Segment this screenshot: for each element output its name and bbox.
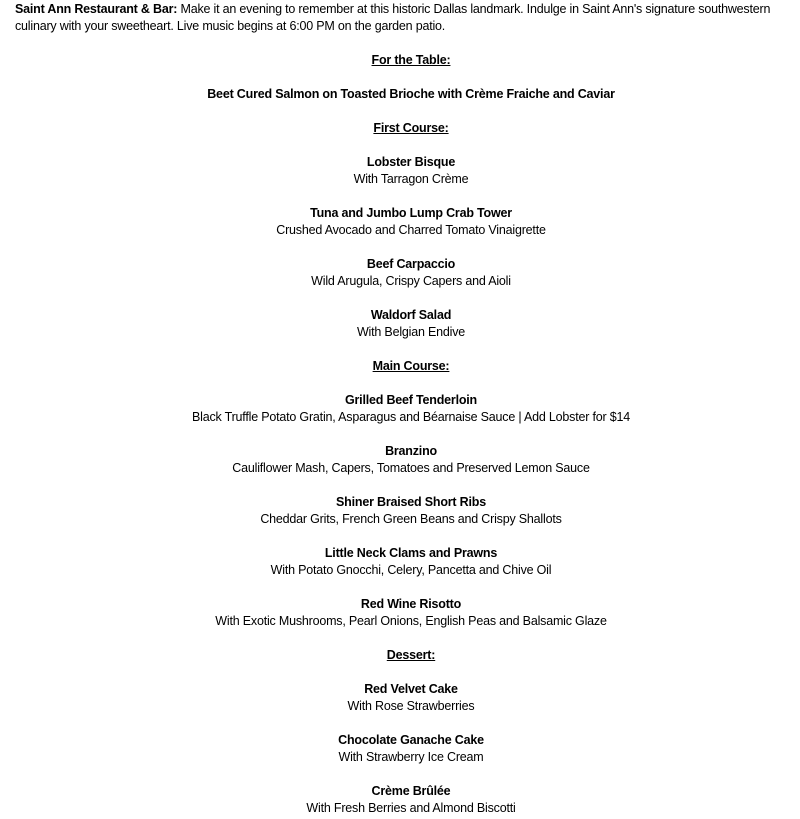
- dish-description: Wild Arugula, Crispy Capers and Aioli: [311, 274, 511, 288]
- dish-name: Red Velvet Cake: [364, 682, 458, 696]
- dish-name: Grilled Beef Tenderloin: [345, 393, 477, 407]
- menu: [0, 52, 800, 817]
- section-heading-first-course: First Course:: [373, 121, 449, 135]
- dish-name: Tuna and Jumbo Lump Crab Tower: [310, 206, 512, 220]
- section-heading-dessert: Dessert:: [386, 648, 436, 662]
- dish-description: With Exotic Mushrooms, Pearl Onions, English Peas and Balsamic Glaze: [215, 614, 607, 628]
- dish-description: Cauliflower Mash, Capers, Tomatoes and Preserved Lemon Sauce: [232, 461, 590, 475]
- restaurant-name: Saint Ann Restaurant & Bar:: [15, 2, 178, 16]
- dish-name: Lobster Bisque: [366, 155, 456, 169]
- dish-name: Shiner Braised Short Ribs: [336, 495, 486, 509]
- dish-name: Beet Cured Salmon on Toasted Brioche with Crème Fraiche and Caviar: [207, 87, 615, 101]
- intro-paragraph: [15, 1, 785, 35]
- dish-description: With Strawberry Ice Cream: [338, 750, 484, 764]
- dish-description: With Tarragon Crème: [353, 172, 469, 186]
- dish-name: Crème Brûlée: [371, 784, 451, 798]
- intro-text: Make it an evening to remember at this historic Dallas landmark. Indulge in Saint Ann's signature southwestern culinary with your sweetheart. Live music begins at 6:00 PM on the garden patio.: [15, 2, 771, 33]
- dish-description: With Fresh Berries and Almond Biscotti: [306, 801, 516, 815]
- section-heading-for-the-table: For the Table:: [371, 53, 451, 67]
- dish-name: Beef Carpaccio: [366, 257, 456, 271]
- dish-name: Chocolate Ganache Cake: [338, 733, 484, 747]
- dish-description: With Belgian Endive: [356, 325, 466, 339]
- dish-name: Branzino: [385, 444, 437, 458]
- dish-name: Little Neck Clams and Prawns: [324, 546, 498, 560]
- dish-description: With Rose Strawberries: [347, 699, 475, 713]
- dish-description: Cheddar Grits, French Green Beans and Crispy Shallots: [260, 512, 562, 526]
- dish-name: Red Wine Risotto: [360, 597, 462, 611]
- dish-description: Crushed Avocado and Charred Tomato Vinaigrette: [276, 223, 546, 237]
- dish-description: Black Truffle Potato Gratin, Asparagus and Béarnaise Sauce | Add Lobster for $14: [192, 410, 630, 424]
- dish-name: Waldorf Salad: [370, 308, 452, 322]
- section-heading-main-course: Main Course:: [372, 359, 450, 373]
- dish-description: With Potato Gnocchi, Celery, Pancetta and Chive Oil: [270, 563, 552, 577]
